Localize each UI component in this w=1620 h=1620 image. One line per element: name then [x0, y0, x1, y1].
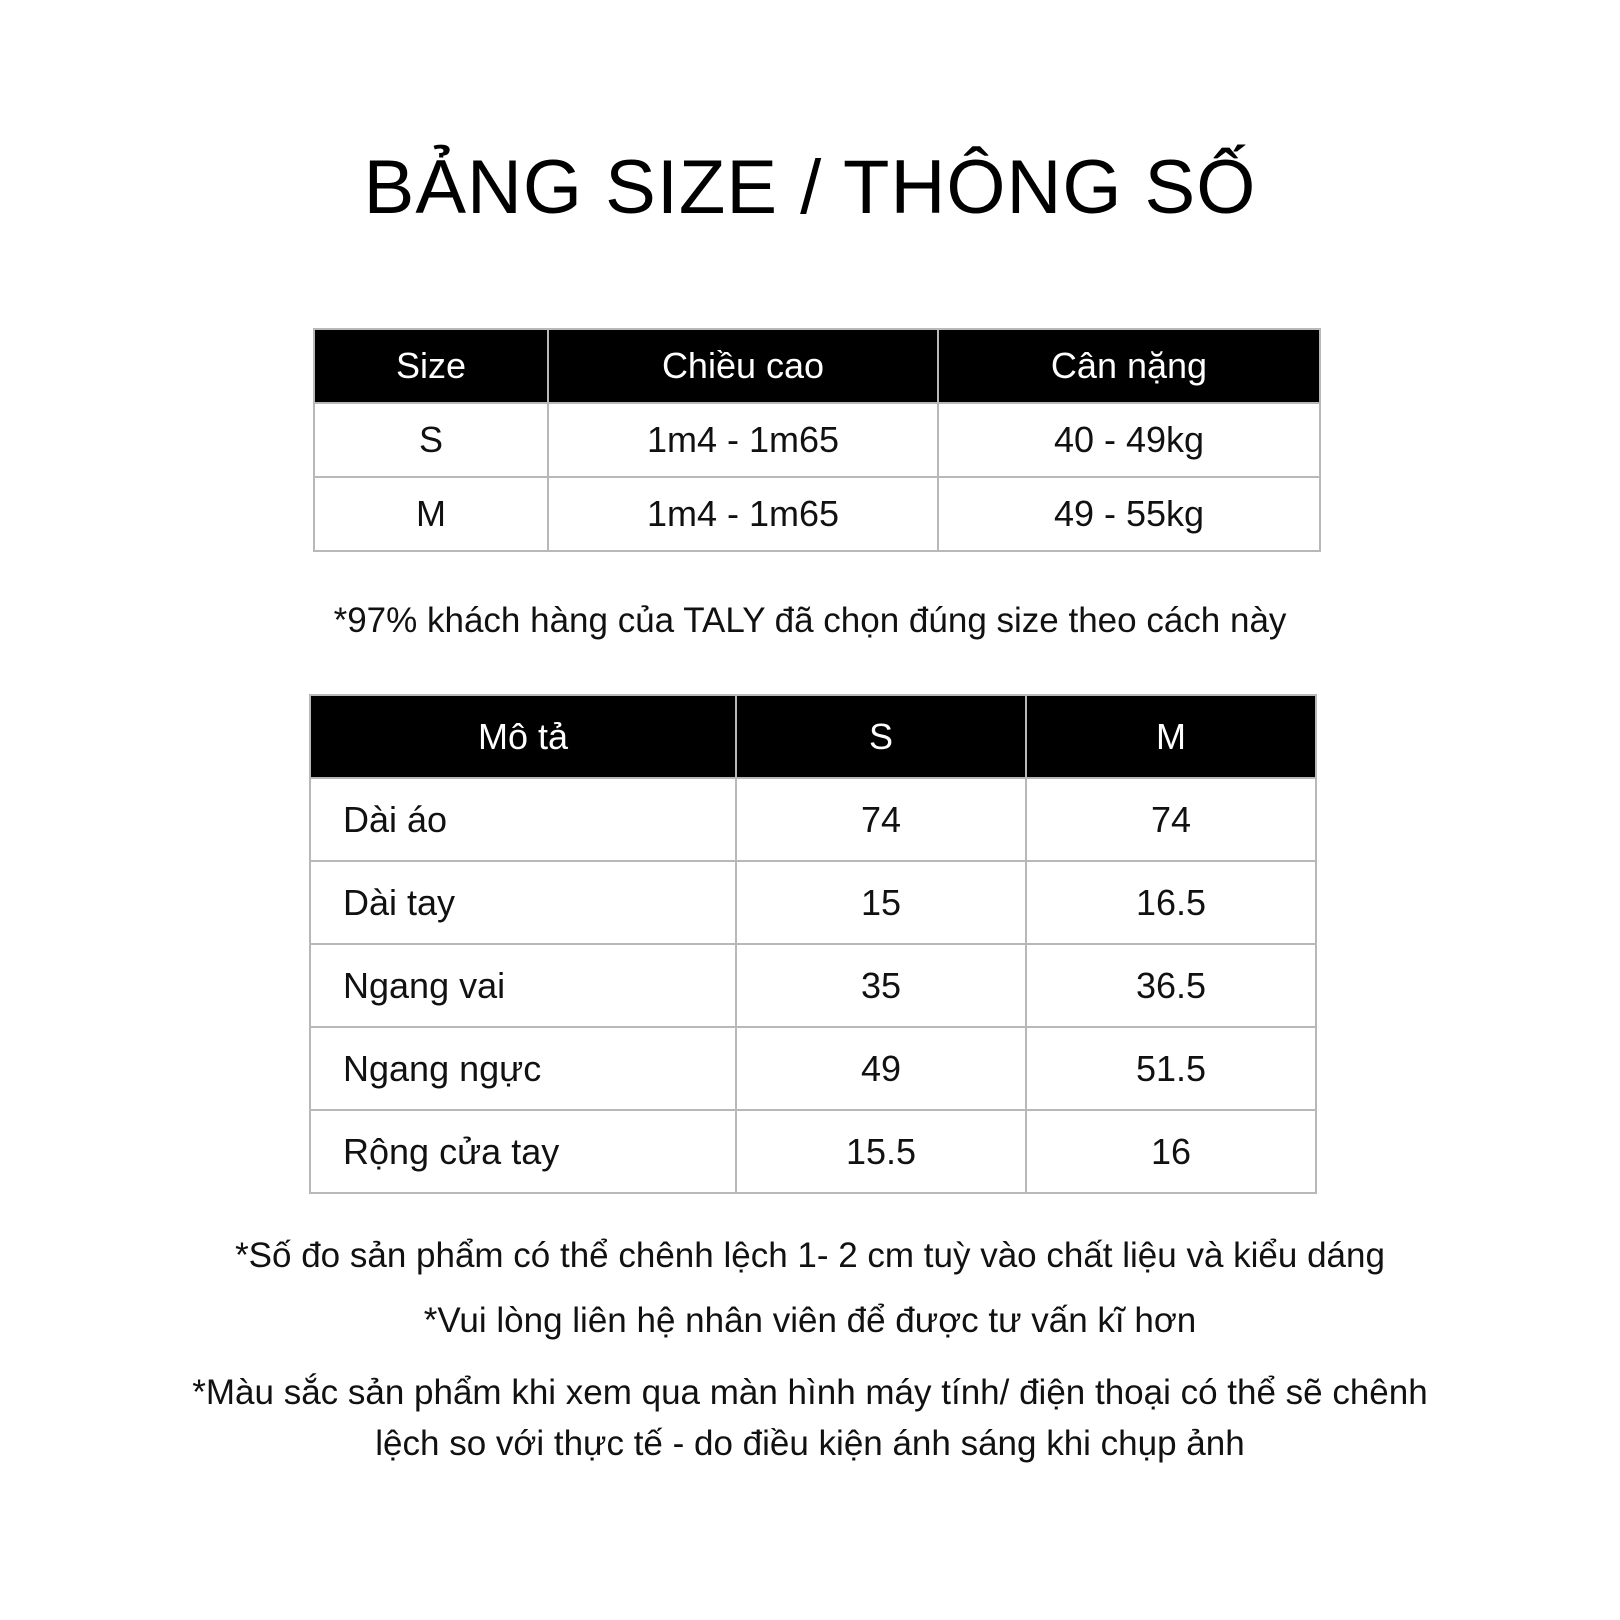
table-row: [310, 1110, 1316, 1193]
measure-label: Dài áo: [310, 778, 736, 861]
measure-value-s: 15.5: [736, 1110, 1026, 1193]
measure-value-s: 49: [736, 1027, 1026, 1110]
measurement-table-header-row: [310, 695, 1316, 778]
measure-label: Ngang vai: [310, 944, 736, 1027]
table-row: [310, 944, 1316, 1027]
measure-label: Rộng cửa tay: [310, 1110, 736, 1193]
table-row: [314, 477, 1320, 551]
page-title: BẢNG SIZE / THÔNG SỐ: [363, 145, 1257, 230]
measurement-header-m: M: [1026, 695, 1316, 778]
measure-label: Ngang ngực: [310, 1027, 736, 1110]
measure-value-m: 51.5: [1026, 1027, 1316, 1110]
height-cell: 1m4 - 1m65: [548, 403, 938, 477]
measure-value-s: 35: [736, 944, 1026, 1027]
measurement-header-s: S: [736, 695, 1026, 778]
size-table-header-height: Chiều cao: [548, 329, 938, 403]
table-row: [310, 1027, 1316, 1110]
size-note: *97% khách hàng của TALY đã chọn đúng size theo cách này: [333, 601, 1287, 640]
measure-value-m: 16.5: [1026, 861, 1316, 944]
weight-cell: 40 - 49kg: [938, 403, 1320, 477]
table-row: [310, 861, 1316, 944]
note-measurement-variance: *Số đo sản phẩm có thể chênh lệch 1- 2 cm tuỳ vào chất liệu và kiểu dáng: [235, 1236, 1385, 1275]
notes-section: [0, 1238, 1620, 1470]
weight-cell: 49 - 55kg: [938, 477, 1320, 551]
size-cell: S: [314, 403, 548, 477]
note-color-variance: *Màu sắc sản phẩm khi xem qua màn hình máy tính/ điện thoại có thể sẽ chênh lệch so với thực tế - do điều kiện ánh sáng khi chụp ảnh: [192, 1373, 1428, 1463]
measure-value-m: 16: [1026, 1110, 1316, 1193]
measurement-table: [309, 694, 1317, 1194]
size-table: [313, 328, 1321, 552]
measure-value-s: 15: [736, 861, 1026, 944]
measure-value-m: 74: [1026, 778, 1316, 861]
table-row: [310, 778, 1316, 861]
height-cell: 1m4 - 1m65: [548, 477, 938, 551]
measure-label: Dài tay: [310, 861, 736, 944]
measure-value-m: 36.5: [1026, 944, 1316, 1027]
size-table-header-weight: Cân nặng: [938, 329, 1320, 403]
measure-value-s: 74: [736, 778, 1026, 861]
table-row: [314, 403, 1320, 477]
size-table-header-size: Size: [314, 329, 548, 403]
size-cell: M: [314, 477, 548, 551]
size-table-header-row: [314, 329, 1320, 403]
measurement-header-description: Mô tả: [310, 695, 736, 778]
note-contact-staff: *Vui lòng liên hệ nhân viên để được tư vấn kĩ hơn: [423, 1301, 1197, 1340]
